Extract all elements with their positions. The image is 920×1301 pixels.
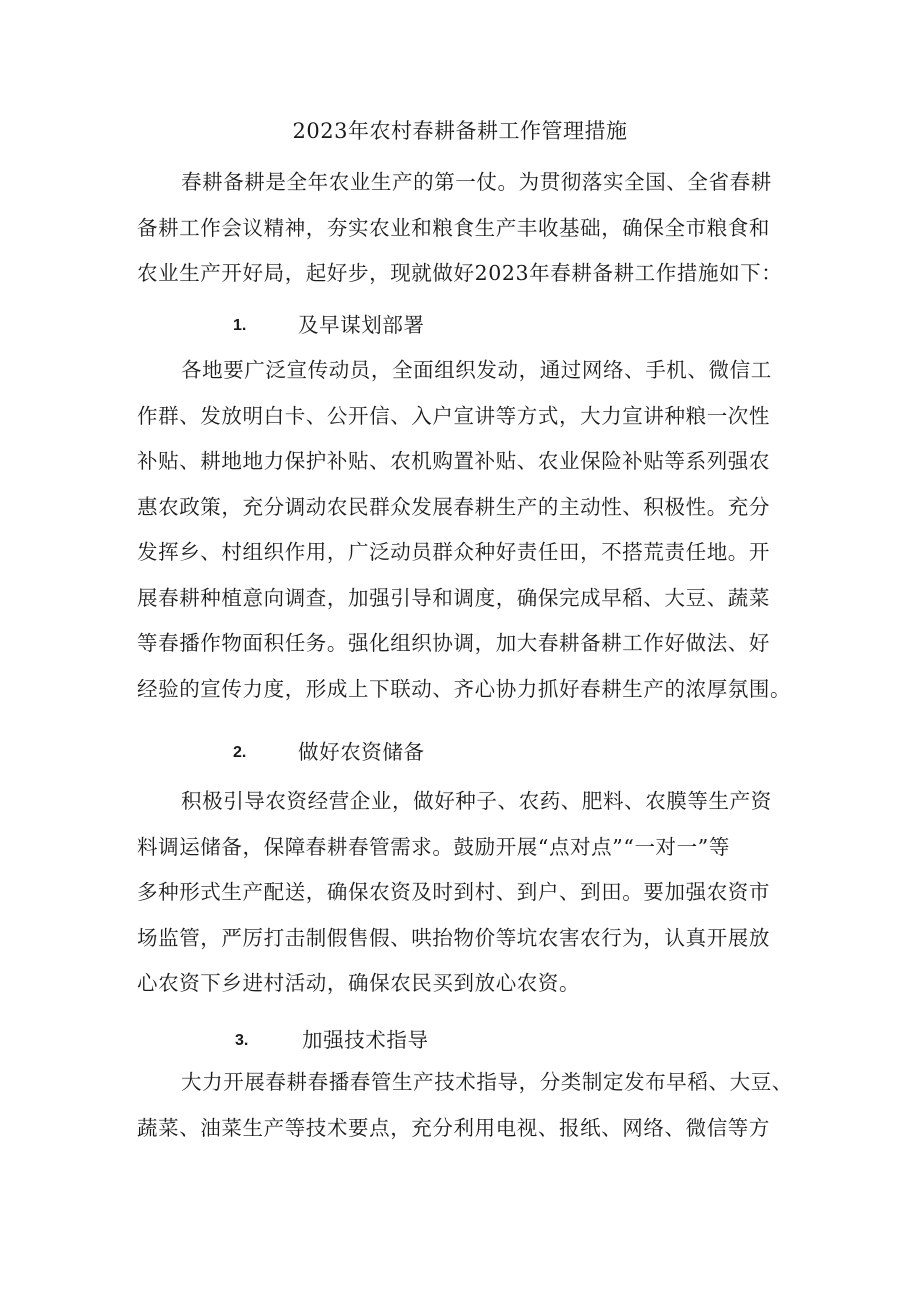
paragraph-line: 等春播作物面积任务。强化组织协调，加大春耕备耕工作好做法、好	[137, 631, 770, 655]
paragraph-line: 作群、发放明白卡、公开信、入户宣讲等方式，大力宣讲种粮一次性	[137, 403, 770, 428]
paragraph-line: 积极引导农资经营企业，做好种子、农药、肥料、农膜等生产资	[181, 789, 772, 813]
paragraph-line: 展春耕种植意向调查，加强引导和调度，确保完成早稻、大豆、蔬菜	[137, 585, 770, 610]
section-number: 1.	[233, 317, 247, 334]
paragraph-line: 经验的宣传力度，形成上下联动、齐心协力抓好春耕生产的浓厚氛围。	[137, 676, 792, 701]
paragraph-line: 各地要广泛宣传动员，全面组织发动，通过网络、手机、微信工	[181, 358, 772, 382]
paragraph-line: 农业生产开好局，起好步，现就做好2023年春耕备耕工作措施如下：	[137, 261, 783, 285]
section-heading-text: 及早谋划部署	[298, 313, 425, 337]
intro-paragraph	[137, 160, 797, 297]
paragraph-line: 场监管，严厉打击制假售假、哄抬物价等坑农害农行为，认真开展放	[137, 925, 770, 950]
paragraph-line: 料调运储备，保障春耕春管需求。鼓励开展“点对点”“一对一”等	[137, 834, 730, 859]
document-title: 2023年农村春耕备耕工作管理措施	[292, 119, 628, 143]
paragraph-line: 大力开展春耕春播春管生产技术指导，分类制定发布早稻、大豆、	[181, 1070, 793, 1094]
paragraph-line: 发挥乡、村组织作用，广泛动员群众种好责任田，不搭荒责任地。开	[137, 540, 770, 564]
section-1-paragraph	[137, 348, 797, 712]
section-heading-text: 加强技术指导	[302, 1028, 429, 1052]
section-2-paragraph	[137, 779, 797, 1007]
section-number: 2.	[233, 744, 247, 761]
paragraph-line: 蔬菜、油菜生产等技术要点，充分利用电视、报纸、网络、微信等方	[137, 1115, 770, 1140]
paragraph-line: 多种形式生产配送，确保农资及时到村、到户、到田。要加强农资市	[137, 880, 770, 904]
paragraph-line: 春耕备耕是全年农业生产的第一仗。为贯彻落实全国、全省春耕	[181, 170, 772, 194]
paragraph-line: 补贴、耕地地力保护补贴、农机购置补贴、农业保险补贴等系列强农	[137, 449, 770, 473]
section-heading-text: 做好农资储备	[298, 740, 425, 764]
paragraph-line: 惠农政策，充分调动农民群众发展春耕生产的主动性、积极性。充分	[137, 494, 770, 519]
section-3-paragraph	[137, 1060, 797, 1151]
paragraph-line: 备耕工作会议精神，夯实农业和粮食生产丰收基础，确保全市粮食和	[137, 215, 770, 240]
section-number: 3.	[235, 1032, 249, 1049]
paragraph-line: 心农资下乡进村活动，确保农民买到放心农资。	[137, 971, 581, 995]
